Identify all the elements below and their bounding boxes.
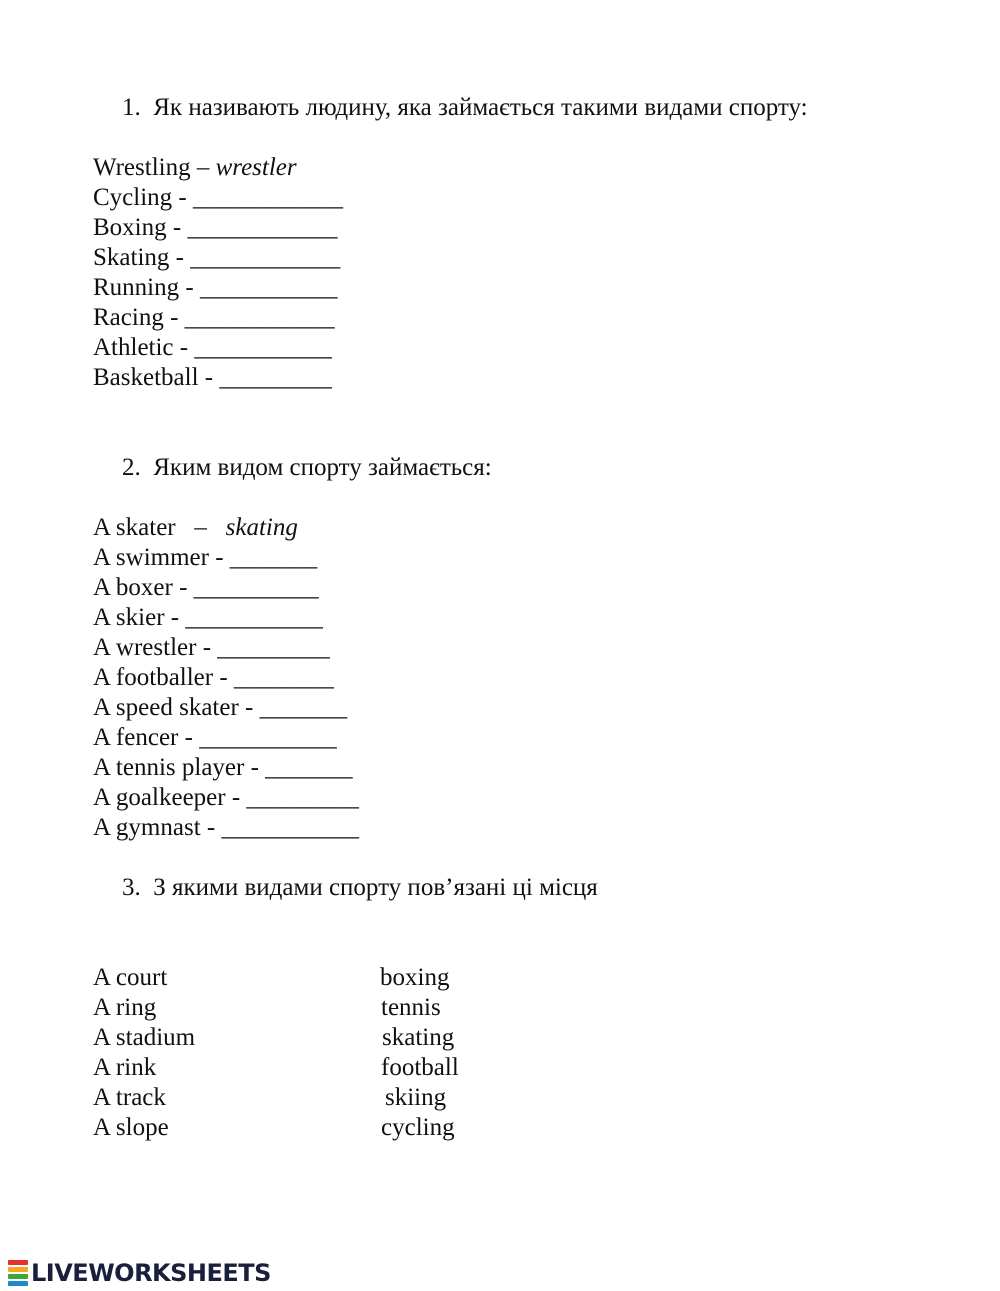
sport-item[interactable]: cycling — [381, 1114, 455, 1141]
example-answer: skating — [225, 514, 298, 541]
logo-bar — [8, 1281, 28, 1286]
section-1-item[interactable]: Boxing - ____________ — [93, 214, 338, 241]
section-1-item[interactable]: Cycling - ____________ — [93, 184, 343, 211]
section-1-heading: 1. Як називають людину, яка займається такими видами спорту: — [122, 94, 808, 121]
section-2-item[interactable]: A gymnast - ___________ — [93, 814, 359, 841]
logo-text: LIVEWORKSHEETS — [31, 1259, 271, 1287]
logo-bar — [8, 1260, 28, 1265]
section-2-example — [93, 513, 298, 543]
place-item[interactable]: A slope — [93, 1114, 169, 1141]
section-1-example — [93, 153, 297, 183]
section-1-item[interactable]: Racing - ____________ — [93, 304, 335, 331]
sport-item[interactable]: skating — [382, 1024, 455, 1051]
logo-bar — [8, 1267, 28, 1272]
place-item[interactable]: A track — [93, 1084, 166, 1111]
section-2-item[interactable]: A wrestler - _________ — [93, 634, 330, 661]
section-1-item[interactable]: Athletic - ___________ — [93, 334, 332, 361]
section-2-item[interactable]: A footballer - ________ — [93, 664, 334, 691]
place-item[interactable]: A rink — [93, 1054, 157, 1081]
section-2-item[interactable]: A speed skater - _______ — [93, 694, 348, 721]
section-2-item[interactable]: A swimmer - _______ — [93, 544, 318, 571]
example-term: A skater – — [93, 514, 226, 541]
example-answer: wrestler — [215, 154, 297, 181]
section-1-item[interactable]: Skating - ____________ — [93, 244, 341, 271]
section-2-item[interactable]: A goalkeeper - _________ — [93, 784, 359, 811]
sport-item[interactable]: boxing — [380, 964, 450, 991]
sport-item[interactable]: skiing — [385, 1084, 447, 1111]
section-2-item[interactable]: A boxer - __________ — [93, 574, 319, 601]
place-item[interactable]: A ring — [93, 994, 157, 1021]
section-2-heading: 2. Яким видом спорту займається: — [122, 454, 492, 481]
section-2-item[interactable]: A fencer - ___________ — [93, 724, 337, 751]
section-3-heading: 3. З якими видами спорту пов’язані ці місця — [122, 874, 598, 901]
section-2-item[interactable]: A tennis player - _______ — [93, 754, 353, 781]
example-term: Wrestling – — [93, 154, 216, 181]
logo-bar — [8, 1274, 28, 1279]
section-1-item[interactable]: Running - ___________ — [93, 274, 338, 301]
section-1-item[interactable]: Basketball - _________ — [93, 364, 332, 391]
logo-mark-icon — [8, 1260, 28, 1286]
place-item[interactable]: A court — [93, 964, 168, 991]
section-2-item[interactable]: A skier - ___________ — [93, 604, 323, 631]
place-item[interactable]: A stadium — [93, 1024, 196, 1051]
sport-item[interactable]: tennis — [381, 994, 441, 1021]
sport-item[interactable]: football — [381, 1054, 459, 1081]
liveworksheets-logo[interactable] — [8, 1258, 271, 1288]
